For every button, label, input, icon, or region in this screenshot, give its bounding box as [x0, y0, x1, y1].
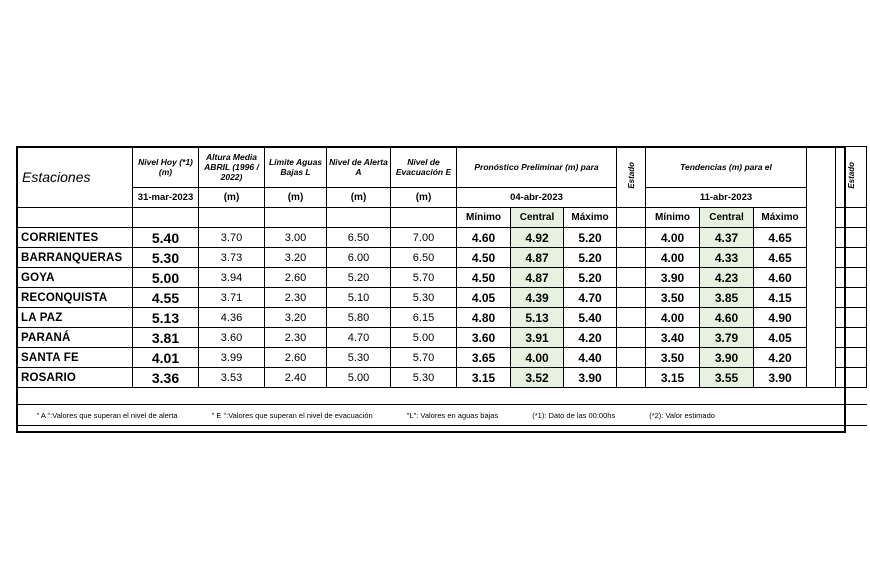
- tendencia-minimo: 3.50: [646, 348, 700, 368]
- station-name: RECONQUISTA: [17, 288, 133, 308]
- altura-media: 3.99: [199, 348, 265, 368]
- nivel-evacuacion: 5.30: [391, 288, 457, 308]
- legend-aguas-bajas: "L": Valores en aguas bajas: [406, 410, 499, 420]
- nivel-alerta: 4.70: [327, 328, 391, 348]
- pronostico-maximo: 5.40: [564, 308, 617, 328]
- pronostico-central: 3.91: [511, 328, 564, 348]
- pronostico-maximo: 5.20: [564, 268, 617, 288]
- pronostico-minimo: 4.50: [457, 268, 511, 288]
- station-name: SANTA FE: [17, 348, 133, 368]
- pronostico-maximo: 4.70: [564, 288, 617, 308]
- pronostico-minimo: 4.05: [457, 288, 511, 308]
- tendencia-maximo: 4.65: [754, 248, 807, 268]
- tendencia-minimo: 3.90: [646, 268, 700, 288]
- altura-media: 3.94: [199, 268, 265, 288]
- nivel-hoy: 3.81: [133, 328, 199, 348]
- nivel-evacuacion: 5.30: [391, 368, 457, 388]
- sub-pronostico-central: Central: [511, 208, 564, 228]
- sub-pronostico-minimo: Mínimo: [457, 208, 511, 228]
- nivel-hoy: 5.30: [133, 248, 199, 268]
- date-hoy: 31-mar-2023: [133, 188, 199, 208]
- pronostico-central: 4.87: [511, 248, 564, 268]
- limite: 2.30: [265, 328, 327, 348]
- pronostico-central: 5.13: [511, 308, 564, 328]
- nivel-evacuacion: 6.50: [391, 248, 457, 268]
- header-nivel-evacuacion: Nivel de Evacuación E: [391, 147, 457, 188]
- tendencia-minimo: 4.00: [646, 248, 700, 268]
- limite: 2.60: [265, 348, 327, 368]
- altura-media: 3.53: [199, 368, 265, 388]
- nivel-evacuacion: 5.00: [391, 328, 457, 348]
- sub-tendencia-maximo: Máximo: [754, 208, 807, 228]
- pronostico-central: 4.92: [511, 228, 564, 248]
- tendencia-maximo: 4.90: [754, 308, 807, 328]
- nivel-alerta: 6.00: [327, 248, 391, 268]
- tendencia-central: 3.55: [700, 368, 754, 388]
- station-name: GOYA: [17, 268, 133, 288]
- nivel-evacuacion: 7.00: [391, 228, 457, 248]
- limite: 3.00: [265, 228, 327, 248]
- station-name: CORRIENTES: [17, 228, 133, 248]
- nivel-alerta: 6.50: [327, 228, 391, 248]
- tendencia-central: 4.23: [700, 268, 754, 288]
- limite: 3.20: [265, 308, 327, 328]
- tendencia-central: 4.37: [700, 228, 754, 248]
- legend-nota-1: (*1): Dato de las 00:00hs: [532, 410, 616, 420]
- sub-tendencia-central: Central: [700, 208, 754, 228]
- nivel-evacuacion: 5.70: [391, 348, 457, 368]
- nivel-hoy: 5.13: [133, 308, 199, 328]
- pronostico-minimo: 3.15: [457, 368, 511, 388]
- pronostico-maximo: 4.40: [564, 348, 617, 368]
- nivel-evacuacion: 6.15: [391, 308, 457, 328]
- pronostico-central: 4.00: [511, 348, 564, 368]
- header-limite: Límite Aguas Bajas L: [265, 147, 327, 188]
- tendencia-central: 4.60: [700, 308, 754, 328]
- header-nivel-hoy: Nivel Hoy (*1) (m): [133, 147, 199, 188]
- tendencia-maximo: 4.05: [754, 328, 807, 348]
- pronostico-minimo: 3.65: [457, 348, 511, 368]
- header-estaciones: Estaciones: [17, 147, 133, 208]
- header-pronostico: Pronóstico Preliminar (m) para: [457, 147, 617, 188]
- unit-alerta: (m): [327, 188, 391, 208]
- nivel-hoy: 5.00: [133, 268, 199, 288]
- limite: 2.40: [265, 368, 327, 388]
- pronostico-central: 4.87: [511, 268, 564, 288]
- tendencia-maximo: 4.15: [754, 288, 807, 308]
- header-tendencias: Tendencias (m) para el: [646, 147, 807, 188]
- tendencia-minimo: 3.50: [646, 288, 700, 308]
- tendencia-central: 3.79: [700, 328, 754, 348]
- pronostico-minimo: 3.60: [457, 328, 511, 348]
- altura-media: 4.36: [199, 308, 265, 328]
- nivel-alerta: 5.10: [327, 288, 391, 308]
- pronostico-minimo: 4.80: [457, 308, 511, 328]
- nivel-hoy: 5.40: [133, 228, 199, 248]
- altura-media: 3.71: [199, 288, 265, 308]
- header-nivel-alerta: Nivel de Alerta A: [327, 147, 391, 188]
- tendencia-maximo: 4.65: [754, 228, 807, 248]
- unit-limite: (m): [265, 188, 327, 208]
- legend-evacuacion: " E ":Valores que superan el nivel de evacuación: [211, 410, 373, 420]
- limite: 2.30: [265, 288, 327, 308]
- pronostico-central: 3.52: [511, 368, 564, 388]
- altura-media: 3.60: [199, 328, 265, 348]
- pronostico-minimo: 4.60: [457, 228, 511, 248]
- tendencia-minimo: 4.00: [646, 228, 700, 248]
- date-tendencia: 11-abr-2023: [646, 188, 807, 208]
- tendencia-minimo: 3.15: [646, 368, 700, 388]
- tendencia-minimo: 4.00: [646, 308, 700, 328]
- nivel-alerta: 5.30: [327, 348, 391, 368]
- estado-label: Estado: [626, 162, 636, 189]
- legend-alerta: " A ":Valores que superan el nivel de alerta: [36, 410, 178, 420]
- unit-evac: (m): [391, 188, 457, 208]
- nivel-alerta: 5.80: [327, 308, 391, 328]
- tendencia-maximo: 4.20: [754, 348, 807, 368]
- sub-tendencia-minimo: Mínimo: [646, 208, 700, 228]
- nivel-alerta: 5.00: [327, 368, 391, 388]
- legend-nota-2: (*2): Valor estimado: [649, 410, 715, 420]
- station-name: ROSARIO: [17, 368, 133, 388]
- altura-media: 3.73: [199, 248, 265, 268]
- pronostico-maximo: 3.90: [564, 368, 617, 388]
- sub-pronostico-maximo: Máximo: [564, 208, 617, 228]
- station-name: LA PAZ: [17, 308, 133, 328]
- tendencia-minimo: 3.40: [646, 328, 700, 348]
- tendencia-central: 3.90: [700, 348, 754, 368]
- unit-altura: (m): [199, 188, 265, 208]
- nivel-hoy: 3.36: [133, 368, 199, 388]
- tendencia-central: 4.33: [700, 248, 754, 268]
- tendencia-maximo: 3.90: [754, 368, 807, 388]
- nivel-evacuacion: 5.70: [391, 268, 457, 288]
- tendencia-central: 3.85: [700, 288, 754, 308]
- station-name: PARANÁ: [17, 328, 133, 348]
- nivel-hoy: 4.01: [133, 348, 199, 368]
- header-altura-media: Altura Media ABRIL (1996 / 2022): [199, 147, 265, 188]
- pronostico-maximo: 5.20: [564, 228, 617, 248]
- limite: 3.20: [265, 248, 327, 268]
- pronostico-minimo: 4.50: [457, 248, 511, 268]
- pronostico-maximo: 5.20: [564, 248, 617, 268]
- altura-media: 3.70: [199, 228, 265, 248]
- tendencia-maximo: 4.60: [754, 268, 807, 288]
- nivel-hoy: 4.55: [133, 288, 199, 308]
- pronostico-central: 4.39: [511, 288, 564, 308]
- nivel-alerta: 5.20: [327, 268, 391, 288]
- date-pronostico: 04-abr-2023: [457, 188, 617, 208]
- limite: 2.60: [265, 268, 327, 288]
- station-name: BARRANQUERAS: [17, 248, 133, 268]
- estado-label-2: Estado: [846, 162, 856, 189]
- pronostico-maximo: 4.20: [564, 328, 617, 348]
- table-frame: [16, 146, 846, 433]
